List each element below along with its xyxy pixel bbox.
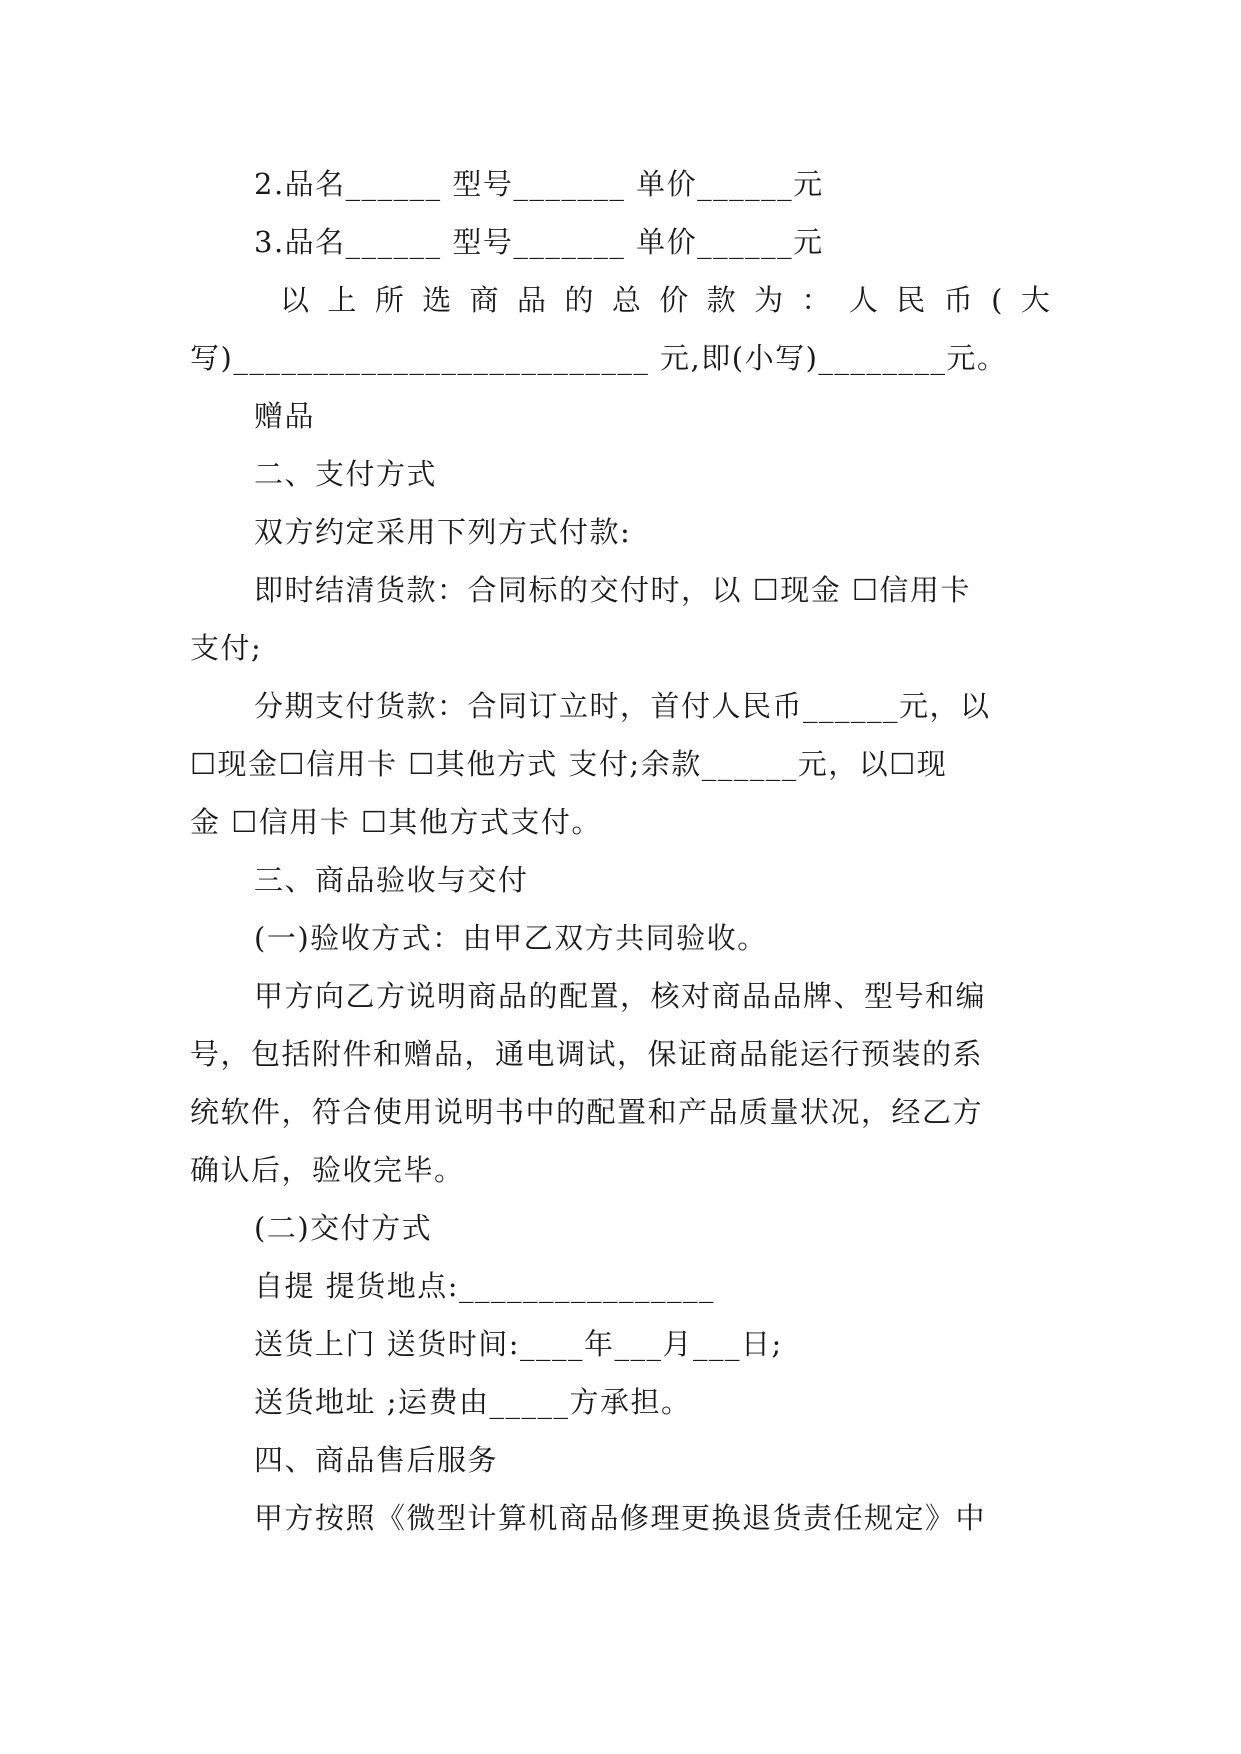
- delivery-time-line: 送货上门 送货时间:____年___月___日;: [254, 1327, 783, 1361]
- total-price-char: 以: [280, 283, 310, 317]
- installment-payment-line: 分期支付货款：合同订立时，首付人民币______元，以: [254, 689, 991, 723]
- section-2-heading: 二、支付方式: [254, 457, 438, 491]
- gift-label: 赠品: [254, 399, 316, 433]
- total-price-char: 的: [564, 283, 594, 317]
- total-price-char: 总: [611, 283, 641, 317]
- immediate-payment-line: 即时结清货款：合同标的交付时，以 ☐现金 ☐信用卡: [254, 573, 971, 607]
- payment-intro: 双方约定采用下列方式付款:: [254, 515, 632, 549]
- total-price-char: 民: [896, 283, 926, 317]
- total-price-char: 人: [848, 283, 878, 317]
- total-price-char: 币: [943, 283, 973, 317]
- total-price-char: 大: [1020, 283, 1050, 317]
- total-price-char: 选: [422, 283, 452, 317]
- installment-payment-cont-2: 金 ☐信用卡 ☐其他方式支付。: [190, 805, 602, 839]
- item-3-line: 3.品名______ 型号_______ 单价______元: [254, 225, 824, 259]
- total-price-char: 所: [374, 283, 404, 317]
- total-price-amount-line: 写)__________________________ 元,即(小写)________元。: [190, 341, 1008, 375]
- total-price-line: [190, 271, 1050, 329]
- total-price-char: 为: [754, 283, 784, 317]
- total-price-char: (: [991, 283, 1003, 317]
- installment-payment-cont-1: ☐现金☐信用卡 ☐其他方式 支付;余款______元，以☐现: [190, 747, 948, 781]
- section-3-heading: 三、商品验收与交付: [254, 863, 529, 897]
- self-pickup-line: 自提 提货地点:________________: [254, 1269, 715, 1303]
- delivery-address-line: 送货地址 ;运费由_____方承担。: [254, 1385, 692, 1419]
- section-4-heading: 四、商品售后服务: [254, 1443, 499, 1477]
- acceptance-method: (一)验收方式：由甲乙双方共同验收。: [254, 921, 768, 955]
- document-page: [190, 155, 1050, 1547]
- total-price-char: ：: [801, 283, 831, 317]
- total-price-char: 商: [469, 283, 499, 317]
- total-price-char: 价: [659, 283, 689, 317]
- acceptance-paragraph-1: 甲方向乙方说明商品的配置，核对商品品牌、型号和编: [254, 979, 987, 1013]
- immediate-payment-cont: 支付;: [190, 631, 263, 665]
- acceptance-paragraph-4: 确认后，验收完毕。: [190, 1153, 465, 1187]
- acceptance-paragraph-2: 号，包括附件和赠品，通电调试，保证商品能运行预装的系: [190, 1037, 984, 1071]
- acceptance-paragraph-3: 统软件，符合使用说明书中的配置和产品质量状况，经乙方: [190, 1095, 984, 1129]
- delivery-method-heading: (二)交付方式: [254, 1211, 433, 1245]
- total-price-char: 品: [517, 283, 547, 317]
- item-2-line: 2.品名______ 型号_______ 单价______元: [254, 167, 824, 201]
- after-sales-paragraph: 甲方按照《微型计算机商品修理更换退货责任规定》中: [254, 1501, 987, 1535]
- total-price-char: 上: [327, 283, 357, 317]
- total-price-char: 款: [706, 283, 736, 317]
